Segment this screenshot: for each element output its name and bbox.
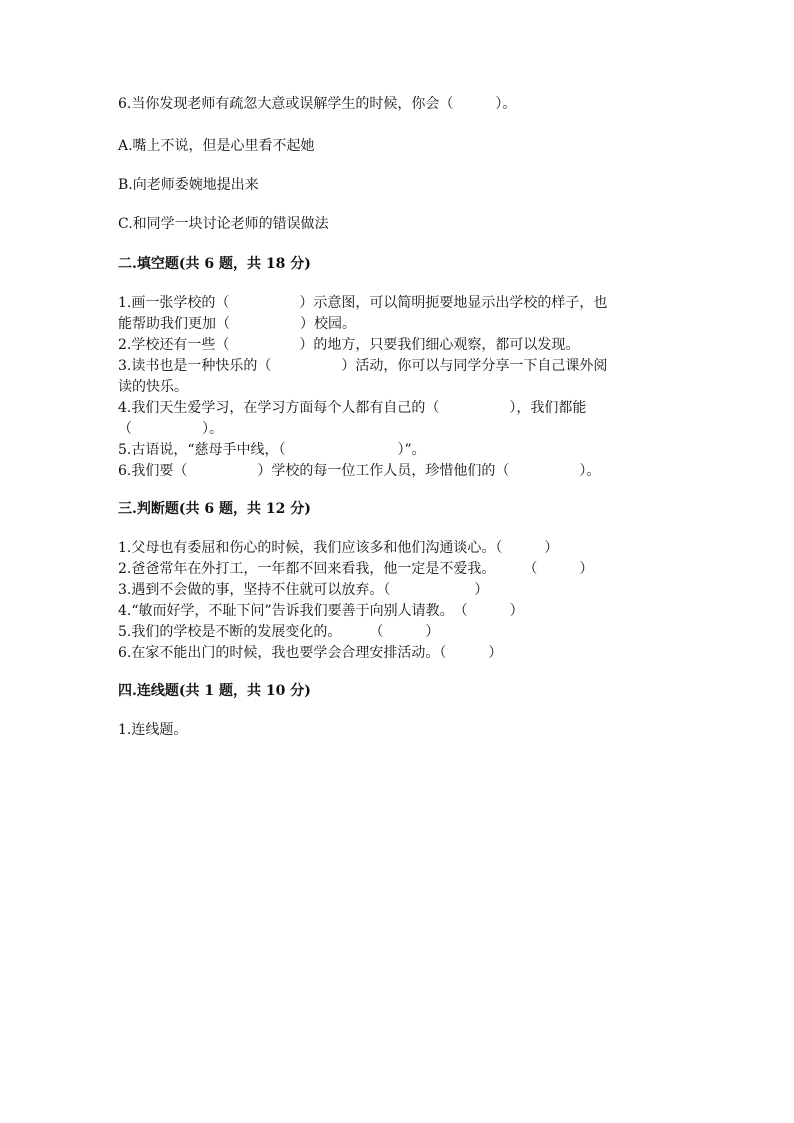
true-false-item-6: 6.在家不能出门的时候，我也要学会合理安排活动。（ ） xyxy=(118,645,503,661)
fill-in-item-6: 6.我们要（ ）学校的每一位工作人员，珍惜他们的（ ）。 xyxy=(118,463,601,479)
true-false-item-1: 1.父母也有委屈和伤心的时候，我们应该多和他们沟通谈心。（ ） xyxy=(118,540,559,556)
matching-item-1: 1.连线题。 xyxy=(118,722,188,738)
fill-in-item-5: 5.古语说，“慈母手中线，（ ）”。 xyxy=(118,442,426,458)
fill-in-item-4b: （ ）。 xyxy=(118,421,223,437)
fill-in-item-4a: 4.我们天生爱学习，在学习方面每个人都有自己的（ ），我们都能 xyxy=(118,400,587,416)
true-false-item-3: 3.遇到不会做的事，坚持不住就可以放弃。（ ） xyxy=(118,582,489,598)
true-false-item-4: 4.“敏而好学，不耻下问”告诉我们要善于向别人请教。 （ ） xyxy=(118,603,524,619)
fill-in-item-3b: 读的快乐。 xyxy=(118,379,188,395)
fill-in-item-1b: 能帮助我们更加（ ）校园。 xyxy=(118,316,356,332)
section-heading-fill-in: 二.填空题(共 6 题，共 18 分) xyxy=(118,256,311,272)
section-heading-matching: 四.连线题(共 1 题，共 10 分) xyxy=(118,683,311,699)
fill-in-item-1a: 1.画一张学校的（ ）示意图，可以简明扼要地显示出学校的样子，也 xyxy=(118,295,608,311)
fill-in-item-2: 2.学校还有一些（ ）的地方，只要我们细心观察，都可以发现。 xyxy=(118,337,580,353)
true-false-item-5: 5.我们的学校是不断的发展变化的。 （ ） xyxy=(118,624,440,640)
true-false-item-2: 2.爸爸常年在外打工，一年都不回来看我，他一定是不爱我。 （ ） xyxy=(118,561,594,577)
fill-in-item-3a: 3.读书也是一种快乐的（ ）活动，你可以与同学分享一下自己课外阅 xyxy=(118,358,608,374)
section-heading-true-false: 三.判断题(共 6 题，共 12 分) xyxy=(118,501,311,517)
question-6: 6.当你发现老师有疏忽大意或误解学生的时候，你会（ ）。 xyxy=(118,96,517,112)
option-b: B.向老师委婉地提出来 xyxy=(118,177,259,193)
option-a: A.嘴上不说，但是心里看不起她 xyxy=(118,138,315,154)
option-c: C.和同学一块讨论老师的错误做法 xyxy=(118,216,329,232)
